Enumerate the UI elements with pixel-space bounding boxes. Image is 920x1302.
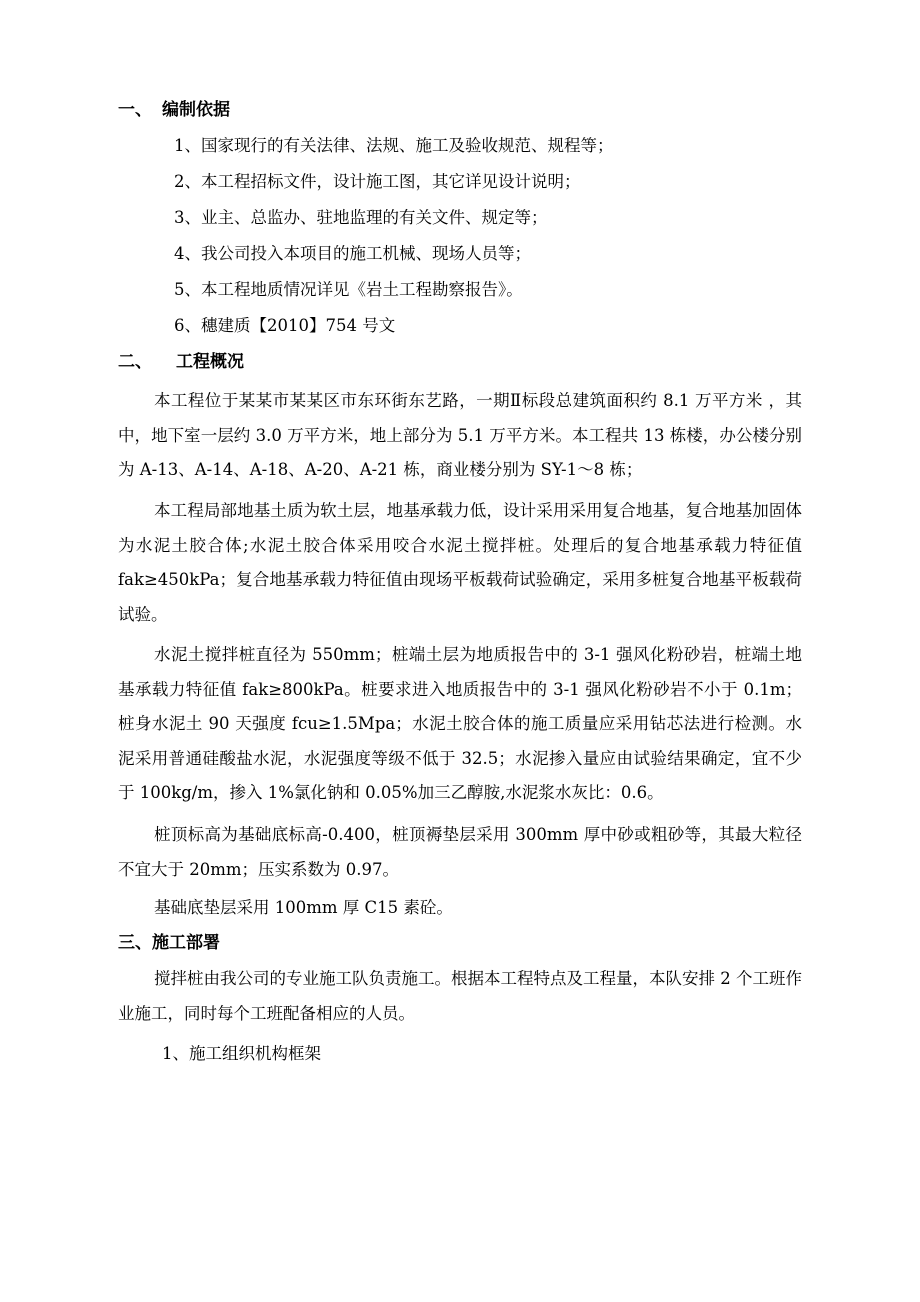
section-number: 一、 bbox=[118, 100, 152, 120]
section-number: 二、 bbox=[118, 352, 152, 372]
list-item: 4、我公司投入本项目的施工机械、现场人员等； bbox=[174, 244, 531, 263]
section-heading-1 bbox=[118, 99, 230, 121]
section-title: 工程概况 bbox=[176, 352, 244, 372]
paragraph: 搅拌桩由我公司的专业施工队负责施工。根据本工程特点及工程量，本队安排 2 个工班作业施工，同时每个工班配备相应的人员。 bbox=[118, 969, 802, 1023]
section-title: 编制依据 bbox=[162, 100, 230, 120]
list-item: 3、业主、总监办、驻地监理的有关文件、规定等； bbox=[174, 208, 548, 227]
list-item: 1、国家现行的有关法律、法规、施工及验收规范、规程等； bbox=[174, 136, 614, 155]
paragraph: 基础底垫层采用 100mm 厚 C15 素砼。 bbox=[154, 898, 453, 917]
list-item: 2、本工程招标文件，设计施工图，其它详见设计说明； bbox=[174, 172, 581, 191]
paragraph: 桩顶标高为基础底标高-0.400，桩顶褥垫层采用 300mm 厚中砂或粗砂等，其最大粒径不宜大于 20mm；压实系数为 0.97。 bbox=[118, 825, 802, 879]
section-heading-2 bbox=[118, 351, 244, 373]
paragraph: 水泥土搅拌桩直径为 550mm；桩端土层为地质报告中的 3-1 强风化粉砂岩，桩端土地基承载力特征值 fak≥800kPa。桩要求进入地质报告中的 3-1 强风化粉砂岩不小于 0.1m；桩身水泥土 90 天强度 fcu≥1.5Mpa；水泥土胶合体的施工质量应采用钻芯法进行检测。水泥采用普通硅酸盐水泥，水泥强度等级不低于 32.5；水泥掺入量应由试验结果确定，宜不少于 100kg/m，掺入 1%氯化钠和 0.05%加三乙醇胺,水泥浆水灰比：0.6。 bbox=[118, 645, 802, 802]
list-item: 5、本工程地质情况详见《岩土工程勘察报告》。 bbox=[174, 280, 523, 299]
list-item: 6、穗建质【2010】754 号文 bbox=[174, 316, 396, 335]
paragraph: 本工程位于某某市某某区市东环街东艺路，一期Ⅱ标段总建筑面积约 8.1 万平方米 ，其中，地下室一层约 3.0 万平方米，地上部分为 5.1 万平方米。本工程共 13 栋楼，办公楼分别为 A-13、A-14、A-18、A-20、A-21 栋，商业楼分别为 SY-1～8 栋； bbox=[118, 391, 802, 479]
section-heading-3: 三、施工部署 bbox=[118, 933, 220, 953]
sub-item: 1、施工组织机构框架 bbox=[162, 1044, 321, 1063]
paragraph: 本工程局部地基土质为软土层，地基承载力低，设计采用采用复合地基，复合地基加固体为水泥土胶合体;水泥土胶合体采用咬合水泥土搅拌桩。处理后的复合地基承载力特征值 fak≥450kPa；复合地基承载力特征值由现场平板载荷试验确定，采用多桩复合地基平板载荷试验。 bbox=[118, 501, 802, 624]
